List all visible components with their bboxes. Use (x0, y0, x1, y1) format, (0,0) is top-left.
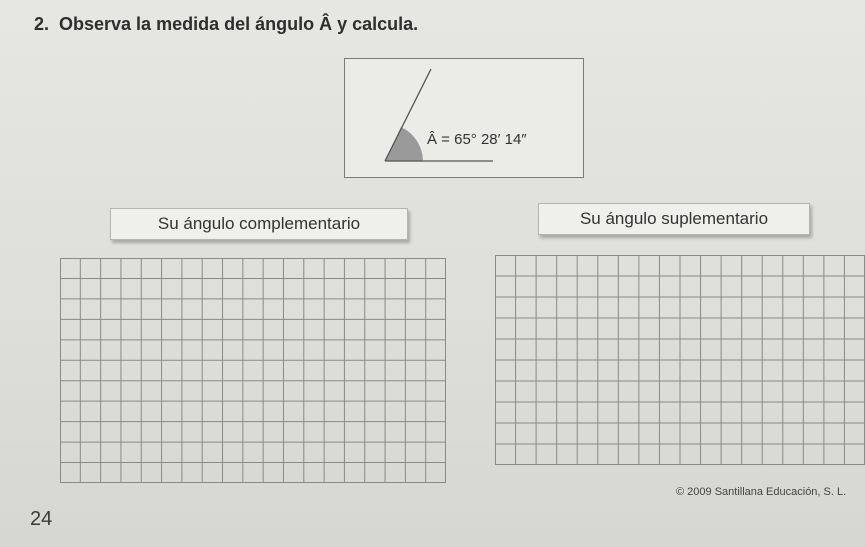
exercise-number: 2. (34, 14, 50, 34)
complementary-angle-label: Su ángulo complementario (157, 214, 361, 233)
page-number: 24 (30, 508, 53, 530)
copyright-notice: © 2009 Santillana Educación, S. L. (676, 486, 847, 498)
supplementary-angle-banner (538, 203, 810, 235)
complementary-angle-banner (110, 208, 408, 240)
exercise-instruction: Observa la medida del ángulo Â y calcula. (59, 14, 419, 34)
supplementary-answer-grid[interactable] (495, 255, 865, 465)
angle-drawing (345, 59, 585, 179)
angle-arc-shading (385, 127, 423, 161)
supplementary-angle-label: Su ángulo suplementario (579, 209, 769, 228)
complementary-answer-grid[interactable] (60, 258, 446, 483)
angle-measure-label: Â = 65° 28′ 14″ (427, 131, 527, 148)
exercise-heading (34, 14, 418, 35)
angle-figure (344, 58, 584, 178)
